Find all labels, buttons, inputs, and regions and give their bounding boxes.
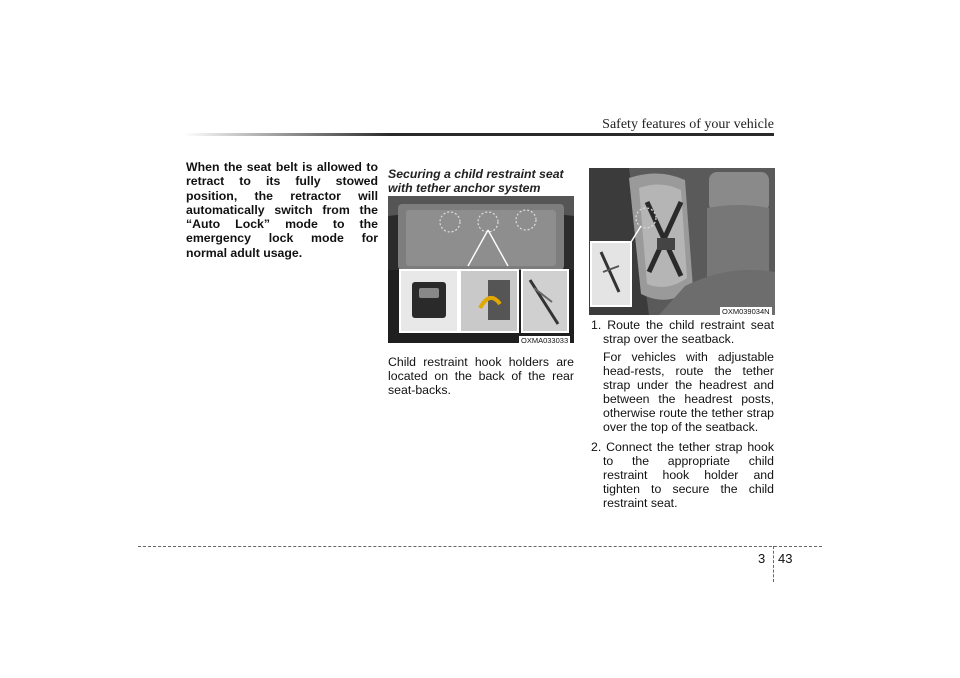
figure-code-2: OXM039034N xyxy=(722,307,770,316)
hook-holder-illustration xyxy=(388,196,574,343)
instruction-steps xyxy=(591,318,774,510)
step-1-note: For vehicles with adjustable head-rests, route the tether strap under the headrest and between the headrest posts, otherwise route the tether strap over the top of the seatback. xyxy=(603,350,774,434)
step-1-text: 1. Route the child restraint seat strap over the seatback. xyxy=(591,318,774,346)
hook-holder-caption: Child restraint hook holders are located on the back of the rear seat-backs. xyxy=(388,355,574,397)
footer-divider xyxy=(773,546,774,582)
header-rule xyxy=(184,133,774,136)
step-1 xyxy=(591,318,774,434)
tether-strap-figure xyxy=(589,168,775,315)
section-number: 3 xyxy=(758,551,766,566)
page-number: 43 xyxy=(778,551,793,566)
seat-belt-note: When the seat belt is allowed to retract to its fully stowed position, the retractor will automatically switch from the “Auto Lock” mode to the emergency lock mode for normal adult usage. xyxy=(186,160,378,260)
footer-rule xyxy=(138,546,822,547)
step-2-text: 2. Connect the tether strap hook to the appropriate child restraint hook holder and tighten to secure the child restraint seat. xyxy=(591,440,774,510)
child-seat-illustration xyxy=(589,168,775,315)
hook-holder-figure xyxy=(388,196,574,343)
step-2 xyxy=(591,440,774,510)
header-title: Safety features of your vehicle xyxy=(602,117,774,132)
section-heading: Securing a child restraint seat with tether anchor system xyxy=(388,167,564,195)
figure-code-1: OXMA033033 xyxy=(521,336,569,345)
